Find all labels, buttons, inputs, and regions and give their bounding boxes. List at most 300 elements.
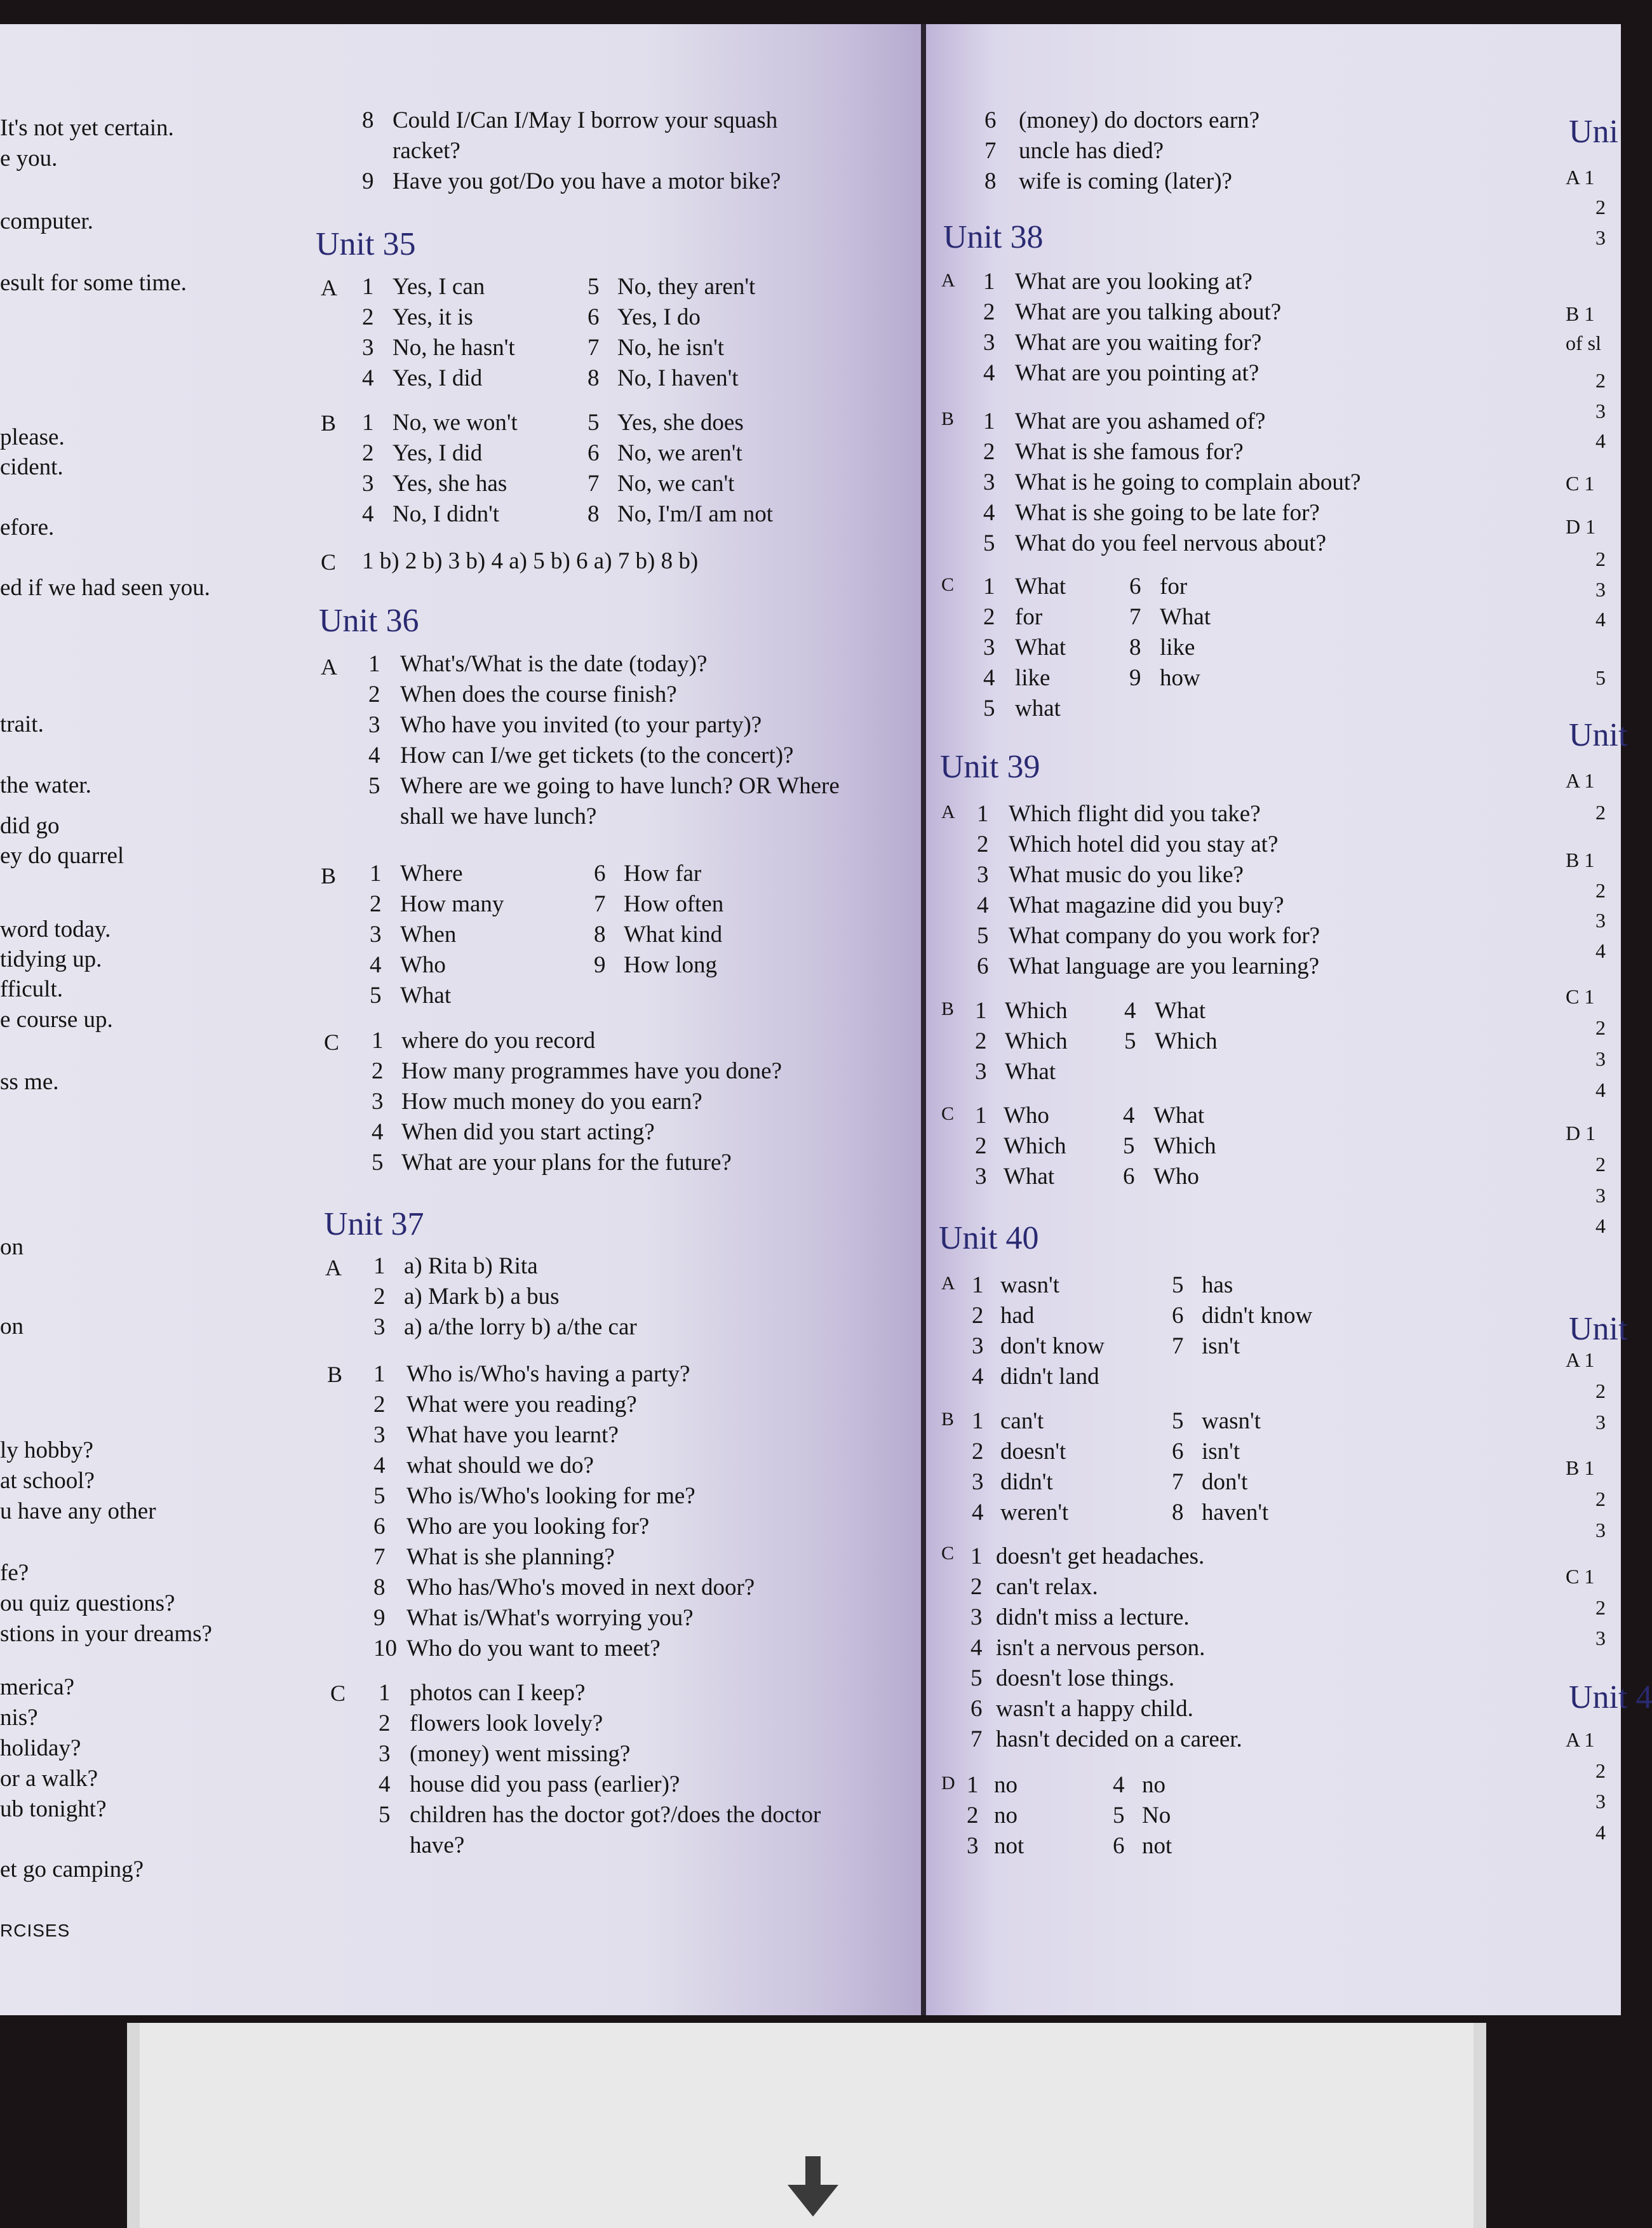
right-edge-label: 2	[1595, 1379, 1606, 1402]
left-edge-fragment: e course up.	[0, 1007, 113, 1033]
unit40-a-item-text: isn't	[1202, 1333, 1240, 1359]
unit39-a-item-text: What magazine did you buy?	[1009, 892, 1284, 918]
unit35-a-item-num: 8	[588, 365, 600, 391]
unit38-a-item-num: 1	[983, 269, 995, 295]
unit39-a-item-text: What music do you like?	[1009, 862, 1244, 888]
right-edge-label: A 1	[1566, 166, 1595, 189]
left-edge-fragment: ss me.	[0, 1069, 59, 1095]
unit36-c-item-text: What are your plans for the future?	[401, 1150, 732, 1176]
unit38-a-item-num: 2	[983, 299, 995, 325]
unit36-b-item-text: What	[400, 983, 452, 1009]
unit36-b-item-num: 6	[594, 861, 606, 887]
unit37-b-item-num: 6	[373, 1513, 386, 1540]
unit35-a-item-text: No, he hasn't	[393, 335, 515, 361]
unit37-tail-item-text: wife is coming (later)?	[1019, 168, 1232, 194]
unit36-b-item-text: What kind	[624, 922, 723, 948]
unit36-a-item-text: What's/What is the date (today)?	[400, 651, 708, 677]
unit37-b-item-num: 3	[373, 1422, 386, 1448]
unit35-a-item-num: 5	[588, 274, 600, 300]
unit38-b-item-text: What is she going to be late for?	[1015, 500, 1320, 526]
unit37-c-item-text: children has the doctor got?/does the doctor	[410, 1802, 821, 1828]
unit37-c-item-text: flowers look lovely?	[410, 1710, 603, 1736]
unit40-a-item-num: 4	[972, 1364, 984, 1390]
unit36-a-item-num: 2	[368, 681, 380, 708]
unit35-b-item-num: 8	[588, 501, 600, 527]
unit-40-section-a: A	[941, 1273, 955, 1294]
unit37-b-item-text: What have you learnt?	[406, 1422, 619, 1448]
right-edge-label: 2	[1595, 1016, 1606, 1039]
left-edge-fragment: esult for some time.	[0, 270, 187, 296]
unit40-a-item-num: 6	[1172, 1303, 1184, 1329]
unit-40-section-b: B	[941, 1409, 955, 1430]
unit40-c-item-text: doesn't lose things.	[996, 1665, 1175, 1691]
unit40-d-item-num: 1	[967, 1772, 979, 1798]
unit36-a-item-text: How can I/we get tickets (to the concert)?	[400, 742, 794, 768]
right-edge-label: A 1	[1566, 1728, 1595, 1751]
unit37-c-item-text: photos can I keep?	[410, 1680, 586, 1706]
unit40-d-item-text: No	[1142, 1802, 1171, 1829]
unit39-a-item-num: 5	[977, 923, 989, 949]
unit35-b-item-num: 7	[588, 471, 600, 497]
unit39-c-item-num: 1	[975, 1103, 987, 1129]
unit36-b-item-text: Who	[400, 952, 446, 978]
left-edge-fragment: u have any other	[0, 1498, 156, 1524]
unit36-c-item-text: How many programmes have you done?	[401, 1058, 782, 1084]
unit-39-section-b: B	[941, 998, 955, 1019]
unit36-a-item-num: 4	[368, 742, 380, 768]
unit-40-section-d: D	[941, 1773, 955, 1794]
unit38-c-item-num: 3	[983, 634, 995, 661]
unit35-b-item-text: Yes, she does	[617, 410, 744, 436]
right-edge-label: 3	[1595, 399, 1606, 422]
left-edge-fragment: merica?	[0, 1674, 75, 1700]
unit40-a-item-num: 5	[1172, 1272, 1184, 1298]
unit36-c-item-num: 3	[372, 1089, 384, 1115]
unit39-b-item-num: 4	[1124, 998, 1136, 1024]
unit38-c-item-text: What	[1160, 604, 1211, 630]
unit-38-section-a: A	[941, 270, 955, 291]
left-edge-fragment: e you.	[0, 145, 58, 171]
unit37-tail-item-num: 7	[984, 138, 997, 164]
unit39-a-item-text: Which hotel did you stay at?	[1009, 831, 1279, 857]
right-edge-label: 4	[1595, 1821, 1606, 1844]
unit40-a-item-text: has	[1202, 1272, 1233, 1298]
unit39-c-item-num: 6	[1123, 1164, 1135, 1190]
unit40-b-item-num: 1	[972, 1408, 984, 1434]
unit36-c-item-num: 2	[372, 1058, 384, 1084]
unit40-d-item-num: 3	[967, 1833, 979, 1859]
unit39-c-item-num: 4	[1123, 1103, 1135, 1129]
unit-36-section-c: C	[324, 1030, 340, 1055]
left-edge-fragment: at school?	[0, 1468, 95, 1494]
unit35-b-item-text: Yes, she has	[393, 471, 507, 497]
right-edge-label: 4	[1595, 1078, 1606, 1101]
unit40-b-item-text: haven't	[1202, 1500, 1269, 1526]
unit35-c-answers: 1 b) 2 b) 3 b) 4 a) 5 b) 6 a) 7 b) 8 b)	[362, 548, 699, 574]
unit-40-title: Unit 40	[939, 1220, 1039, 1256]
unit36-a-item-num: 3	[368, 712, 380, 738]
unit38-b-item-num: 4	[983, 500, 995, 526]
unit36-a-item-text: shall we have lunch?	[400, 803, 597, 829]
unit36-a-item-text: Who have you invited (to your party)?	[400, 712, 762, 738]
right-edge-unit-title: Unit 4	[1569, 1679, 1652, 1715]
unit39-a-item-num: 4	[977, 892, 989, 918]
down-arrow-icon	[788, 2185, 838, 2217]
unit37-c-item-num: 4	[379, 1771, 391, 1797]
unit40-d-item-num: 2	[967, 1802, 979, 1829]
unit37-c-item-num: 2	[379, 1710, 391, 1736]
right-edge-label: C 1	[1566, 985, 1595, 1008]
unit38-c-item-text: for	[1160, 574, 1188, 600]
unit39-b-item-num: 1	[975, 998, 987, 1024]
unit39-a-item-text: What company do you work for?	[1009, 923, 1320, 949]
unit40-c-item-num: 7	[970, 1726, 983, 1752]
unit39-b-item-text: Which	[1005, 1028, 1068, 1054]
unit40-c-item-text: didn't miss a lecture.	[996, 1604, 1190, 1630]
left-edge-fragment: tidying up.	[0, 946, 102, 972]
unit34-item-num: 8	[362, 107, 374, 133]
right-edge-label: 4	[1595, 1214, 1606, 1237]
unit36-a-item-text: When does the course finish?	[400, 681, 677, 708]
right-edge-label: A 1	[1566, 1348, 1595, 1371]
unit36-b-item-num: 8	[594, 922, 606, 948]
unit40-c-item-text: isn't a nervous person.	[996, 1635, 1205, 1661]
unit36-b-item-num: 3	[370, 922, 382, 948]
unit38-b-item-text: What is he going to complain about?	[1015, 469, 1361, 495]
unit38-b-item-text: What are you ashamed of?	[1015, 408, 1266, 434]
unit40-c-item-num: 6	[970, 1696, 983, 1722]
unit37-tail-item-num: 8	[984, 168, 997, 194]
unit38-c-item-text: how	[1160, 665, 1200, 691]
unit36-b-item-num: 7	[594, 891, 606, 917]
right-edge-label: 2	[1595, 1153, 1606, 1176]
unit34-item-text: Have you got/Do you have a motor bike?	[393, 168, 781, 194]
right-edge-label: 2	[1595, 1487, 1606, 1510]
unit40-a-item-text: didn't land	[1000, 1364, 1099, 1390]
unit39-c-item-num: 5	[1123, 1133, 1135, 1159]
unit38-c-item-num: 7	[1129, 604, 1141, 630]
left-edge-fragment: ed if we had seen you.	[0, 575, 210, 601]
unit36-c-item-num: 4	[372, 1119, 384, 1145]
unit35-b-item-text: Yes, I did	[393, 440, 483, 466]
right-edge-label: 3	[1595, 1047, 1606, 1070]
unit-40-section-c: C	[941, 1543, 955, 1564]
unit38-a-item-num: 3	[983, 330, 995, 356]
unit35-a-item-num: 6	[588, 304, 600, 330]
down-arrow-icon-stem	[805, 2156, 821, 2188]
unit40-a-item-text: had	[1000, 1303, 1035, 1329]
unit35-a-item-text: Yes, I did	[393, 365, 483, 391]
right-edge-label: 2	[1595, 369, 1606, 392]
unit37-a-item-num: 3	[373, 1314, 386, 1340]
unit-38-title: Unit 38	[943, 219, 1044, 255]
unit35-b-item-num: 5	[588, 410, 600, 436]
unit39-a-item-num: 3	[977, 862, 989, 888]
unit40-c-item-num: 3	[970, 1604, 983, 1630]
unit38-a-item-text: What are you looking at?	[1015, 269, 1252, 295]
page-footer: RCISES	[0, 1921, 71, 1940]
left-edge-fragment: nis?	[0, 1705, 38, 1731]
unit40-b-item-text: weren't	[1000, 1500, 1069, 1526]
unit40-b-item-num: 7	[1172, 1469, 1184, 1495]
unit40-b-item-num: 8	[1172, 1500, 1184, 1526]
unit34-item-text: Could I/Can I/May I borrow your squash	[393, 107, 778, 133]
unit39-b-item-num: 5	[1124, 1028, 1136, 1054]
right-edge-label: 2	[1595, 879, 1606, 902]
unit37-a-item-text: a) Mark b) a bus	[404, 1284, 560, 1310]
right-edge-label: A 1	[1566, 769, 1595, 792]
left-edge-fragment: computer.	[0, 208, 93, 234]
unit40-c-item-text: wasn't a happy child.	[996, 1696, 1193, 1722]
unit40-a-item-num: 7	[1172, 1333, 1184, 1359]
right-edge-label: 4	[1595, 939, 1606, 962]
left-edge-fragment: holiday?	[0, 1735, 81, 1761]
unit40-c-item-num: 4	[970, 1635, 983, 1661]
unit39-a-item-text: What language are you learning?	[1009, 953, 1319, 979]
unit37-b-item-text: What is she planning?	[406, 1544, 615, 1570]
unit-36-title: Unit 36	[319, 603, 419, 639]
unit40-b-item-text: isn't	[1202, 1439, 1240, 1465]
left-edge-fragment: on	[0, 1234, 24, 1260]
unit37-c-item-text: have?	[410, 1832, 465, 1858]
unit37-c-item-num: 5	[379, 1802, 391, 1828]
unit35-b-item-num: 4	[362, 501, 374, 527]
unit35-b-item-text: No, I didn't	[393, 501, 500, 527]
unit40-b-item-text: doesn't	[1000, 1439, 1066, 1465]
unit36-a-item-num: 5	[368, 773, 380, 799]
unit38-c-item-text: What	[1015, 634, 1066, 661]
unit40-b-item-num: 4	[972, 1500, 984, 1526]
unit40-d-item-num: 4	[1113, 1772, 1125, 1798]
right-edge-label: B 1	[1566, 849, 1595, 871]
right-edge-label: 3	[1595, 1184, 1606, 1207]
unit39-c-item-text: Who	[1004, 1103, 1049, 1129]
right-edge-label: D 1	[1566, 515, 1596, 538]
unit-35-title: Unit 35	[316, 226, 416, 262]
unit-36-section-a: A	[321, 654, 337, 680]
unit37-a-item-text: a) a/the lorry b) a/the car	[404, 1314, 637, 1340]
unit36-b-item-text: How long	[624, 952, 717, 978]
unit38-c-item-num: 4	[983, 665, 995, 691]
unit39-b-item-text: Which	[1005, 998, 1068, 1024]
unit36-b-item-text: How often	[624, 891, 724, 917]
unit37-b-item-num: 8	[373, 1574, 386, 1601]
unit37-a-item-num: 2	[373, 1284, 386, 1310]
right-edge-label: D 1	[1566, 1122, 1596, 1144]
unit39-b-item-text: What	[1005, 1059, 1056, 1085]
unit40-a-item-text: don't know	[1000, 1333, 1105, 1359]
unit39-a-item-text: Which flight did you take?	[1009, 801, 1261, 827]
unit38-c-item-num: 5	[983, 695, 995, 721]
right-edge-label: C 1	[1566, 472, 1595, 495]
unit40-a-item-text: didn't know	[1202, 1303, 1313, 1329]
left-edge-fragment: fficult.	[0, 976, 63, 1002]
unit35-a-item-num: 7	[588, 335, 600, 361]
unit35-a-item-num: 2	[362, 304, 374, 330]
left-edge-fragment: cident.	[0, 454, 64, 480]
unit34-item-num: 9	[362, 168, 374, 194]
right-edge-label: 2	[1595, 196, 1606, 218]
unit36-b-item-text: How far	[624, 861, 702, 887]
right-edge-label: of sl	[1566, 332, 1601, 354]
unit40-d-item-text: no	[994, 1802, 1017, 1829]
unit36-a-item-num: 1	[368, 651, 380, 677]
unit39-a-item-num: 6	[977, 953, 989, 979]
unit38-c-item-num: 2	[983, 604, 995, 630]
unit35-b-item-num: 2	[362, 440, 374, 466]
unit35-a-item-text: No, he isn't	[617, 335, 725, 361]
right-edge-label: 3	[1595, 1519, 1606, 1541]
unit37-c-item-text: (money) went missing?	[410, 1741, 631, 1767]
unit38-c-item-text: like	[1160, 634, 1195, 661]
unit40-b-item-num: 5	[1172, 1408, 1184, 1434]
right-edge-label: 4	[1595, 608, 1606, 631]
unit40-a-item-text: wasn't	[1000, 1272, 1059, 1298]
unit38-c-item-num: 8	[1129, 634, 1141, 661]
right-edge-label: B 1	[1566, 302, 1595, 325]
unit39-c-item-text: Which	[1153, 1133, 1216, 1159]
unit37-b-item-num: 4	[373, 1453, 386, 1479]
unit40-b-item-text: don't	[1202, 1469, 1248, 1495]
right-edge-label: 3	[1595, 1790, 1606, 1813]
unit40-c-item-text: doesn't get headaches.	[996, 1543, 1205, 1569]
unit38-b-item-num: 1	[983, 408, 995, 434]
unit39-a-item-num: 1	[977, 801, 989, 827]
unit35-a-item-text: Yes, it is	[393, 304, 473, 330]
unit40-c-item-num: 1	[970, 1543, 983, 1569]
unit38-a-item-text: What are you pointing at?	[1015, 360, 1259, 386]
left-edge-fragment: the water.	[0, 772, 91, 798]
unit39-c-item-num: 2	[975, 1133, 987, 1159]
left-edge-fragment: trait.	[0, 711, 44, 737]
unit40-d-item-text: not	[1142, 1833, 1172, 1859]
unit-37-section-c: C	[330, 1681, 346, 1706]
right-edge-unit-title: Unit	[1569, 717, 1628, 753]
unit39-b-item-text: Which	[1155, 1028, 1218, 1054]
unit37-b-item-text: Who are you looking for?	[406, 1513, 650, 1540]
unit37-b-item-text: What is/What's worrying you?	[406, 1605, 694, 1631]
unit40-d-item-text: no	[994, 1772, 1017, 1798]
unit37-c-item-num: 3	[379, 1741, 391, 1767]
unit36-b-item-text: Where	[400, 861, 463, 887]
unit36-b-item-num: 2	[370, 891, 382, 917]
unit38-a-item-num: 4	[983, 360, 995, 386]
unit-35-section-a: A	[321, 275, 337, 300]
unit35-b-item-text: No, I'm/I am not	[617, 501, 774, 527]
unit36-c-item-text: How much money do you earn?	[401, 1089, 702, 1115]
unit40-c-item-num: 2	[970, 1574, 983, 1600]
unit35-b-item-text: No, we aren't	[617, 440, 742, 466]
right-edge-label: 3	[1595, 1627, 1606, 1649]
unit40-a-item-num: 1	[972, 1272, 984, 1298]
unit36-b-item-num: 9	[594, 952, 606, 978]
unit40-d-item-num: 6	[1113, 1833, 1125, 1859]
unit34-item-text: racket?	[393, 138, 460, 164]
unit36-a-item-text: Where are we going to have lunch? OR Where	[400, 773, 840, 799]
right-edge-label: 2	[1595, 1596, 1606, 1619]
unit36-c-item-num: 1	[372, 1028, 384, 1054]
left-edge-fragment: please.	[0, 424, 65, 450]
unit37-a-item-num: 1	[373, 1253, 386, 1279]
unit39-c-item-text: What	[1004, 1164, 1055, 1190]
unit40-d-item-text: not	[994, 1833, 1024, 1859]
unit-39-title: Unit 39	[940, 749, 1040, 785]
left-edge-fragment: stions in your dreams?	[0, 1621, 212, 1647]
unit-37-title: Unit 37	[324, 1206, 424, 1242]
unit36-b-item-num: 5	[370, 983, 382, 1009]
right-edge-label: 5	[1595, 666, 1606, 689]
unit-35-section-b: B	[321, 410, 337, 436]
unit39-a-item-num: 2	[977, 831, 989, 857]
unit37-b-item-text: what should we do?	[406, 1453, 594, 1479]
unit38-c-item-text: for	[1015, 604, 1043, 630]
book-gutter	[921, 24, 926, 2015]
unit39-b-item-text: What	[1155, 998, 1206, 1024]
left-edge-fragment: ly hobby?	[0, 1437, 93, 1463]
unit37-c-item-num: 1	[379, 1680, 391, 1706]
unit35-a-item-text: Yes, I do	[617, 304, 701, 330]
unit40-d-item-text: no	[1142, 1772, 1165, 1798]
left-edge-fragment: efore.	[0, 514, 55, 540]
unit35-b-item-text: No, we can't	[617, 471, 735, 497]
unit-38-section-c: C	[941, 574, 955, 595]
unit36-c-item-text: where do you record	[401, 1028, 596, 1054]
unit35-b-item-text: No, we won't	[393, 410, 518, 436]
left-edge-fragment: ou quiz questions?	[0, 1590, 175, 1616]
unit37-tail-item-num: 6	[984, 107, 997, 133]
unit38-b-item-num: 2	[983, 439, 995, 465]
right-edge-label: 2	[1595, 547, 1606, 570]
unit35-a-item-num: 4	[362, 365, 374, 391]
unit40-b-item-text: didn't	[1000, 1469, 1053, 1495]
unit38-a-item-text: What are you waiting for?	[1015, 330, 1262, 356]
unit35-b-item-num: 3	[362, 471, 374, 497]
unit-35-section-c: C	[321, 549, 337, 575]
unit-39-section-c: C	[941, 1103, 955, 1124]
unit-39-section-a: A	[941, 802, 955, 822]
unit35-a-item-text: No, I haven't	[617, 365, 739, 391]
unit39-b-item-num: 3	[975, 1059, 987, 1085]
unit39-b-item-num: 2	[975, 1028, 987, 1054]
right-edge-label: C 1	[1566, 1565, 1595, 1588]
unit40-d-item-num: 5	[1113, 1802, 1125, 1829]
right-edge-label: B 1	[1566, 1456, 1595, 1479]
right-edge-label: 2	[1595, 801, 1606, 824]
right-edge-label: 3	[1595, 909, 1606, 932]
unit37-tail-item-text: (money) do doctors earn?	[1019, 107, 1260, 133]
unit37-b-item-num: 2	[373, 1392, 386, 1418]
unit38-c-item-num: 6	[1129, 574, 1141, 600]
unit38-c-item-text: what	[1015, 695, 1061, 721]
unit36-b-item-text: When	[400, 922, 457, 948]
unit-37-section-b: B	[327, 1362, 343, 1387]
unit40-c-item-num: 5	[970, 1665, 983, 1691]
unit38-c-item-num: 1	[983, 574, 995, 600]
unit37-b-item-text: Who is/Who's looking for me?	[406, 1483, 695, 1509]
unit38-c-item-num: 9	[1129, 665, 1141, 691]
unit37-b-item-text: Who do you want to meet?	[406, 1635, 661, 1661]
unit35-a-item-num: 3	[362, 335, 374, 361]
unit35-b-item-num: 6	[588, 440, 600, 466]
unit40-b-item-text: can't	[1000, 1408, 1044, 1434]
unit40-a-item-num: 3	[972, 1333, 984, 1359]
left-edge-fragment: It's not yet certain.	[0, 115, 174, 141]
unit35-a-item-text: Yes, I can	[393, 274, 485, 300]
unit38-b-item-num: 3	[983, 469, 995, 495]
left-edge-fragment: ey do quarrel	[0, 843, 124, 869]
unit38-a-item-text: What are you talking about?	[1015, 299, 1282, 325]
unit39-c-item-num: 3	[975, 1164, 987, 1190]
